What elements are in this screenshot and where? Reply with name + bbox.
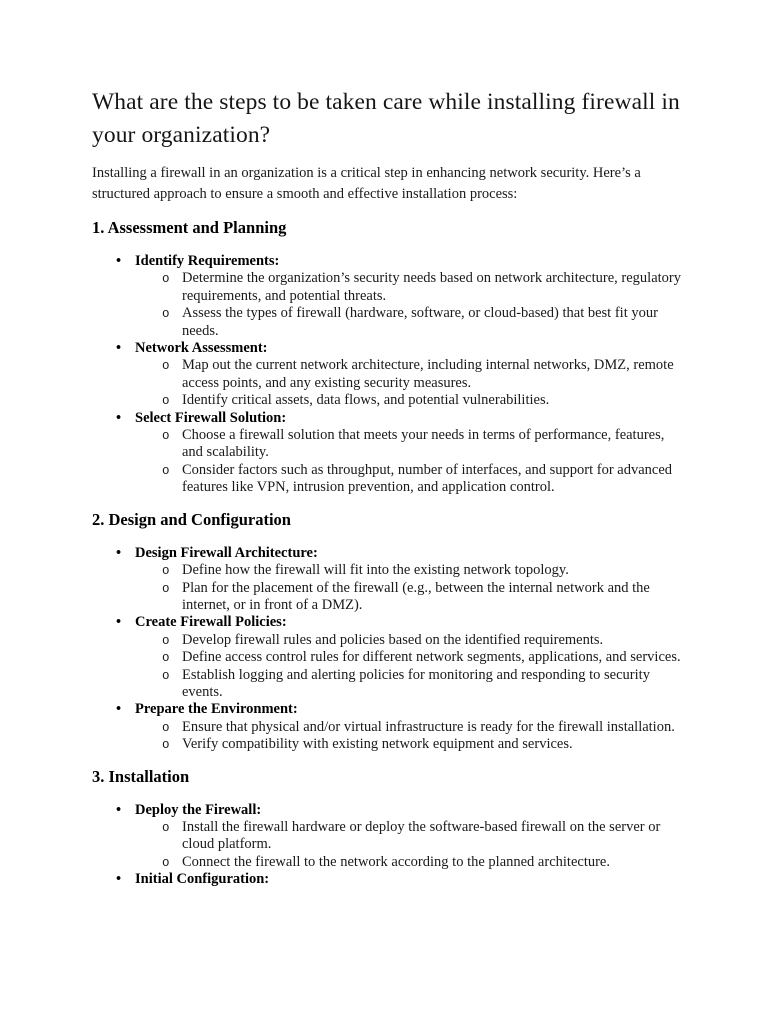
sub-list-item (92, 462, 682, 497)
circle-marker-icon: o (162, 463, 170, 478)
sub-list-item (92, 649, 682, 666)
sub-list-item-text: Connect the firewall to the network according to the planned architecture. (182, 853, 610, 870)
sub-list-item (92, 819, 682, 854)
sub-list-item (92, 270, 682, 305)
document-section (92, 768, 684, 889)
list-item (92, 614, 682, 631)
circle-marker-icon: o (162, 272, 170, 287)
sub-list-item (92, 667, 682, 702)
section-heading: 1. Assessment and Planning (92, 218, 287, 237)
circle-marker-icon: o (162, 564, 170, 579)
list-item-label: Identify Requirements: (135, 253, 280, 269)
document-content (92, 86, 684, 889)
sub-list-item (92, 632, 682, 649)
sub-list-item-text: Choose a firewall solution that meets your needs in terms of performance, features, and scalability. (182, 427, 665, 461)
list-item (92, 410, 682, 427)
list-item (92, 802, 682, 819)
circle-marker-icon: o (162, 307, 170, 322)
sub-list-item-text: Ensure that physical and/or virtual infrastructure is ready for the firewall installation. (182, 718, 675, 735)
section-heading: 2. Design and Configuration (92, 509, 291, 529)
intro-paragraph: Installing a firewall in an organization is a critical step in enhancing network security. Here’s a structured approach to ensure a smooth and effective installation process: (92, 165, 641, 202)
bullet-icon: • (116, 409, 122, 426)
list-item (92, 701, 682, 718)
sub-list-item-text: Identify critical assets, data flows, and potential vulnerabilities. (182, 392, 550, 409)
list-item-label: Deploy the Firewall: (135, 801, 262, 818)
list-item (92, 871, 682, 888)
page-title: What are the steps to be taken care while installing firewall in your organization? (92, 89, 680, 148)
list-item-label: Create Firewall Policies: (135, 614, 287, 631)
sub-list-item-text: Establish logging and alerting policies for monitoring and responding to security events. (182, 666, 650, 700)
bullet-icon: • (116, 253, 122, 269)
list-item-label: Prepare the Environment: (135, 701, 298, 718)
sub-list-item-text: Assess the types of firewall (hardware, software, or cloud-based) that best fit your needs. (182, 305, 658, 339)
sub-list-item (92, 357, 682, 392)
list-item (92, 253, 682, 270)
bullet-list (92, 545, 682, 754)
sub-list-item-text: Determine the organization’s security needs based on network architecture, regulatory requirements, and potential threats. (182, 270, 681, 304)
bullet-icon: • (116, 871, 122, 888)
list-item-label: Initial Configuration: (135, 871, 270, 888)
sub-list-item (92, 580, 682, 615)
circle-marker-icon: o (162, 855, 170, 870)
list-item (92, 545, 682, 562)
circle-marker-icon: o (162, 668, 170, 683)
bullet-icon: • (116, 544, 122, 561)
list-item-label: Design Firewall Architecture: (135, 544, 318, 561)
bullet-icon: • (116, 614, 122, 631)
bullet-list (92, 802, 682, 889)
document-sections (92, 219, 684, 889)
bullet-icon: • (116, 340, 122, 357)
document-section (92, 511, 684, 754)
circle-marker-icon: o (162, 820, 170, 835)
sub-list-item-text: Define how the firewall will fit into the existing network topology. (182, 562, 569, 579)
bullet-list (92, 253, 682, 497)
sub-list-item (92, 719, 682, 736)
sub-list-item (92, 427, 682, 462)
sub-list-item-text: Consider factors such as throughput, number of interfaces, and support for advanced features like VPN, intrusion prevention, and application control. (182, 461, 673, 496)
circle-marker-icon: o (162, 581, 170, 596)
document-section (92, 219, 684, 497)
circle-marker-icon: o (162, 394, 170, 409)
list-item (92, 340, 682, 357)
sub-list-item-text: Develop firewall rules and policies based on the identified requirements. (182, 631, 604, 648)
circle-marker-icon: o (162, 429, 170, 444)
sub-list-item (92, 736, 682, 753)
circle-marker-icon: o (162, 651, 170, 666)
sub-list-item-text: Install the firewall hardware or deploy the software-based firewall on the server or cloud platform. (182, 818, 661, 853)
list-item-label: Select Firewall Solution: (135, 409, 287, 426)
sub-list-item-text: Verify compatibility with existing network equipment and services. (182, 736, 573, 753)
circle-marker-icon: o (162, 720, 170, 735)
sub-list-item-text: Define access control rules for different network segments, applications, and services. (182, 649, 681, 666)
circle-marker-icon: o (162, 633, 170, 648)
sub-list-item-text: Plan for the placement of the firewall (e.g., between the internal network and the internet, or in front of a DMZ). (182, 579, 650, 613)
sub-list-item-text: Map out the current network architecture, including internal networks, DMZ, remote access points, and any existing security measures. (182, 357, 674, 391)
sub-list-item (92, 854, 682, 871)
circle-marker-icon: o (162, 359, 170, 374)
list-item-label: Network Assessment: (135, 340, 268, 357)
section-heading: 3. Installation (92, 766, 190, 786)
circle-marker-icon: o (162, 738, 170, 753)
bullet-icon: • (116, 701, 122, 718)
sub-list-item (92, 305, 682, 340)
bullet-icon: • (116, 801, 122, 818)
sub-list-item (92, 392, 682, 409)
sub-list-item (92, 562, 682, 579)
